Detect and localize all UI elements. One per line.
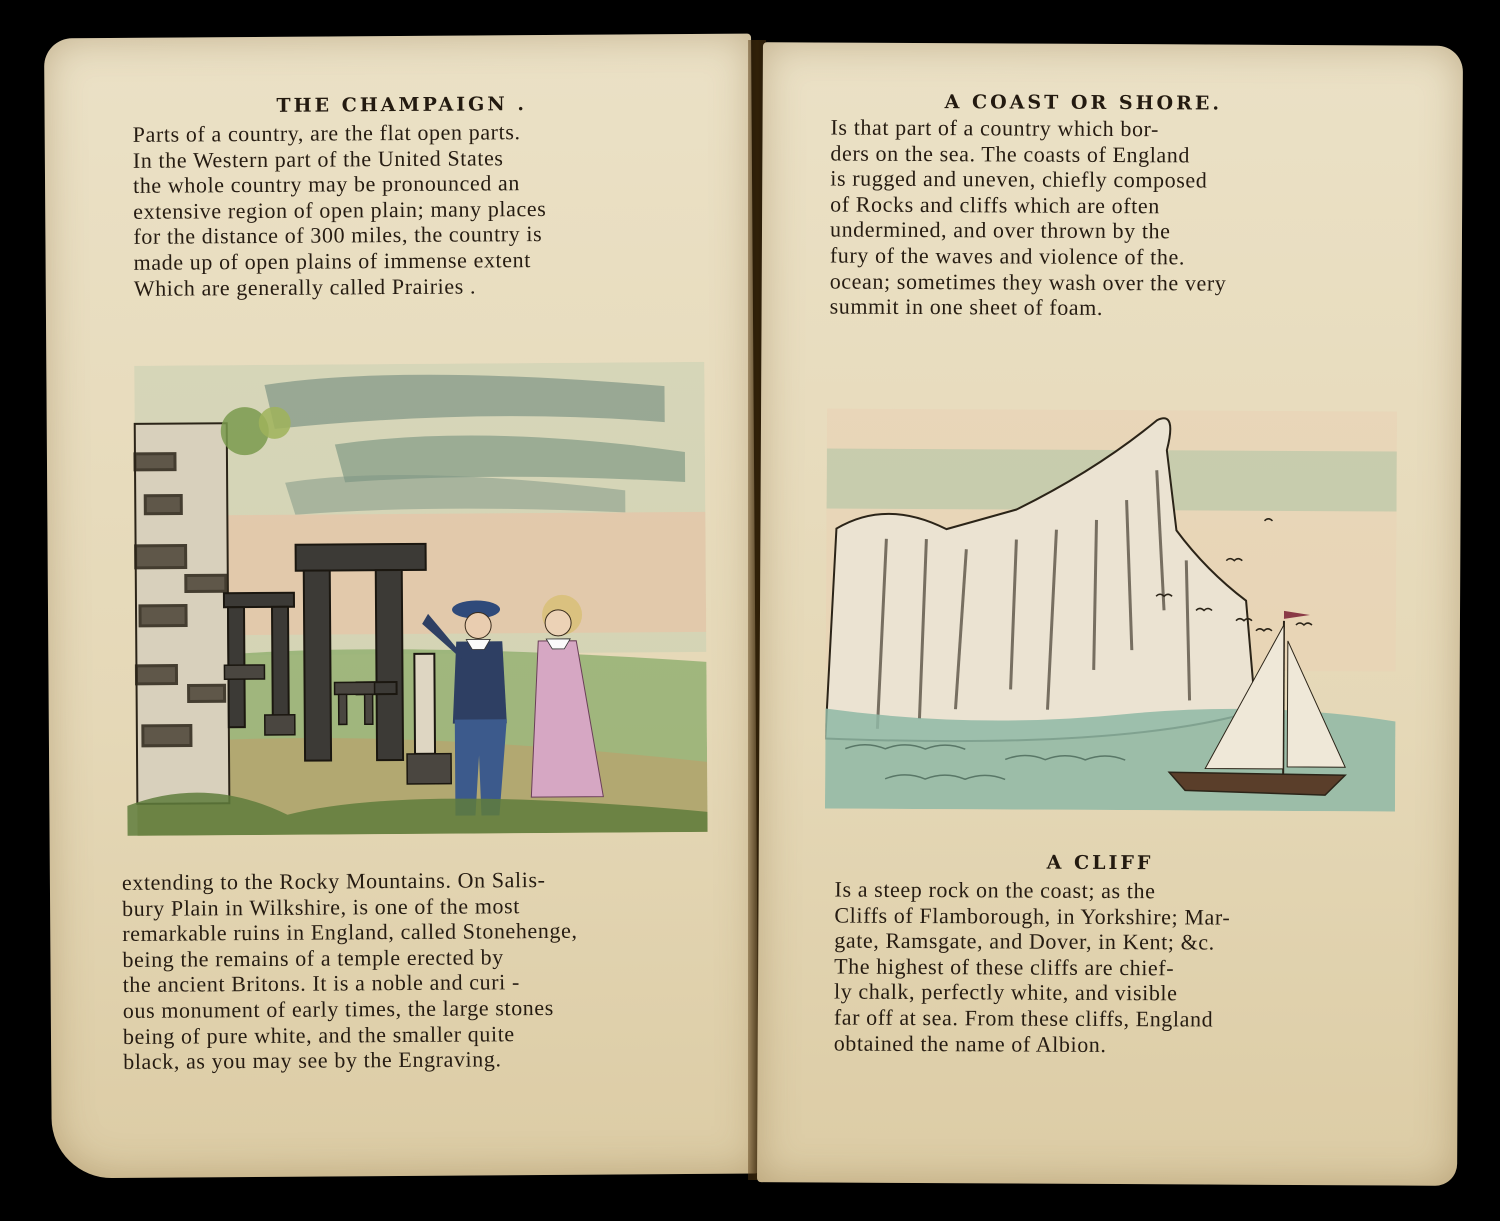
text-line: Cliffs of Flamborough, in Yorkshire; Mar- [834,902,1231,930]
text-line: the ancient Britons. It is a noble and curi - [122,969,520,998]
text-line: ocean; sometimes they wash over the very [829,268,1227,296]
text-line: made up of open plains of immense extent [133,247,531,275]
text-line: ders on the sea. The coasts of England [830,140,1191,168]
text-line: summit in one sheet of foam. [829,293,1104,321]
text-line: In the Western part of the United States [132,144,504,173]
text-line: for the distance of 300 miles, the country is [133,221,543,250]
text-line: remarkable ruins in England, called Stonehenge, [122,917,578,947]
left-page-heading: THE CHAMPAIGN . [276,93,527,117]
right-top-text [830,115,1228,322]
text-line: of Rocks and cliffs which are often [830,191,1160,219]
text-line: ous monument of early times, the large stones [122,994,554,1023]
right-page-heading: A COAST OR SHORE. [944,91,1223,115]
text-line: Is a steep rock on the coast; as the [834,876,1156,904]
left-top-text [133,119,547,301]
text-line: bury Plain in Wilkshire, is one of the most [122,892,521,921]
text-line: being the remains of a temple erected by [122,944,504,972]
text-line: ly chalk, perfectly white, and visible [833,978,1178,1006]
text-line: The highest of these cliffs are chief- [834,953,1175,981]
cliff-engraving [825,409,1397,812]
text-line: being of pure white, and the smaller quite [122,1020,515,1049]
text-line: extensive region of open plain; many places [133,195,547,224]
text-line: far off at sea. From these cliffs, England [833,1004,1214,1032]
right-page [757,42,1463,1186]
right-bottom-text [834,877,1231,1058]
text-line: the whole country may be pronounced an [132,170,521,199]
text-line: obtained the name of Albion. [833,1030,1107,1057]
text-line: Is that part of a country which bor- [830,114,1160,142]
text-line: is rugged and uneven, chiefly composed [830,165,1208,193]
cliff-heading: A CLIFF [1046,851,1154,875]
text-line: undermined, and over thrown by the [829,216,1171,244]
left-page [44,34,759,1179]
text-line: Parts of a country, are the flat open parts. [132,119,521,147]
text-line: black, as you may see by the Engraving. [123,1046,502,1075]
text-line: gate, Ramsgate, and Dover, in Kent; &c. [834,927,1215,955]
left-bottom-text [122,867,579,1075]
text-line: Which are generally called Prairies . [133,273,477,301]
stonehenge-engraving [104,362,707,836]
text-line: fury of the waves and violence of the. [829,242,1186,270]
text-line: extending to the Rocky Mountains. On Salis- [121,867,546,895]
